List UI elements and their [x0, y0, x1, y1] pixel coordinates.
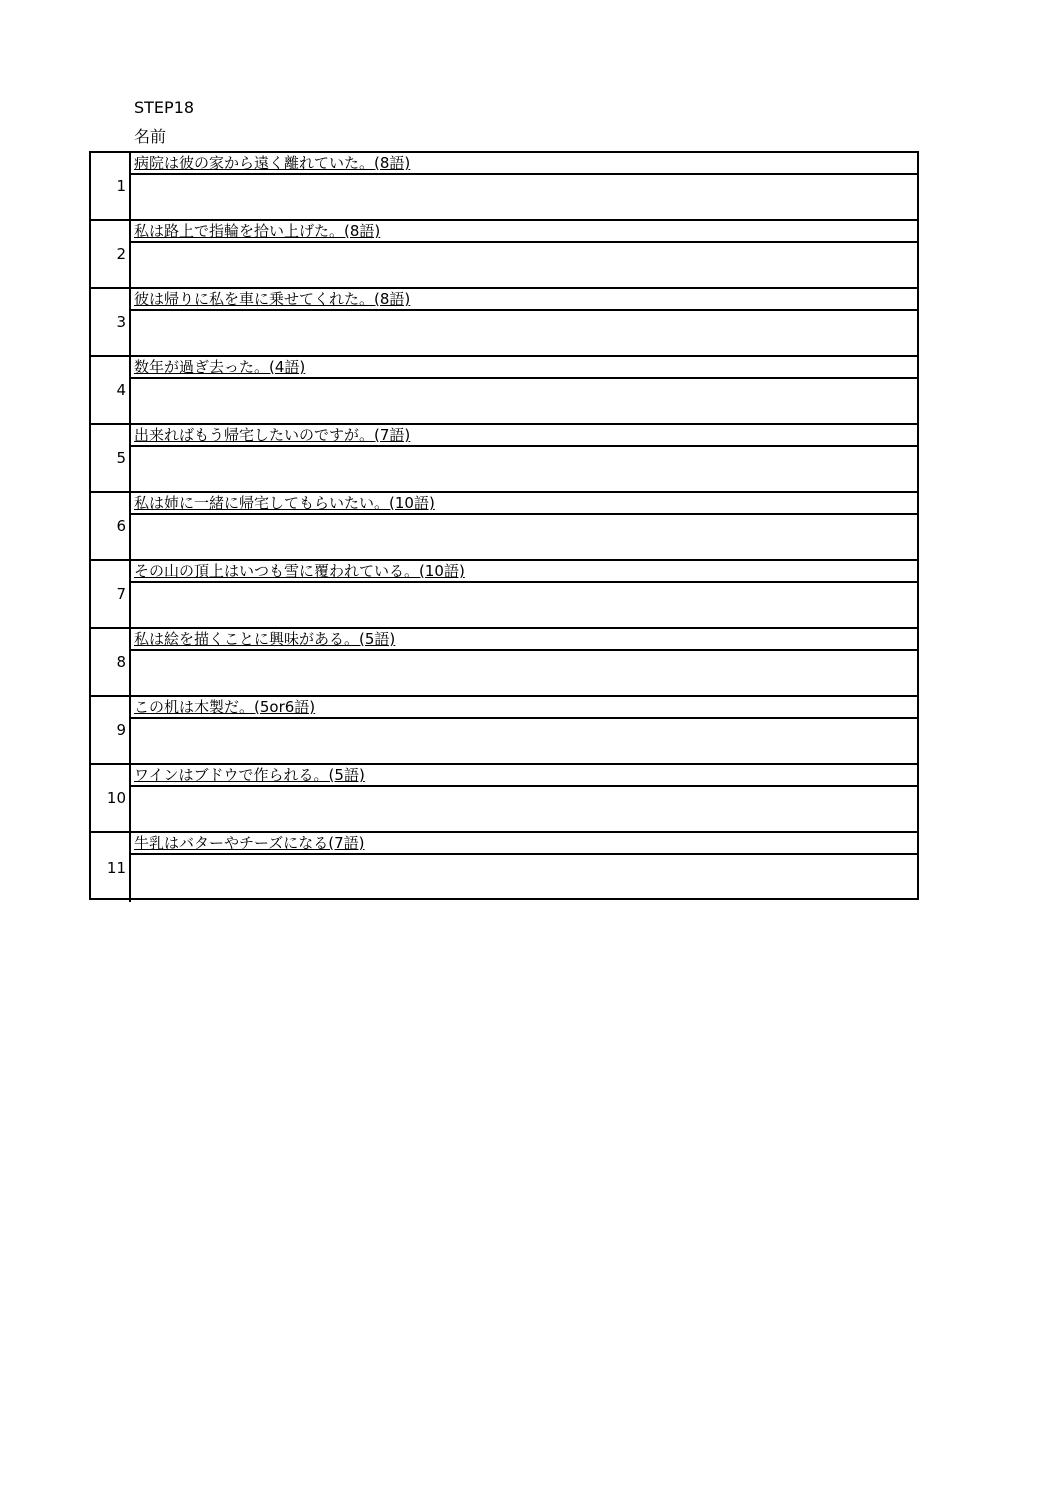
question-table	[89, 151, 919, 900]
question-number: 1	[91, 153, 131, 219]
question-prompt-cell	[131, 833, 917, 855]
question-prompt-cell	[131, 425, 917, 447]
question-number: 11	[91, 833, 131, 902]
worksheet-title: STEP18	[134, 98, 195, 117]
question-number: 6	[91, 493, 131, 559]
question-row	[91, 357, 917, 425]
answer-cell[interactable]	[131, 379, 917, 423]
question-prompt: ワインはブドウで作られる。(5語)	[134, 766, 365, 784]
question-number: 3	[91, 289, 131, 355]
answer-cell[interactable]	[131, 651, 917, 695]
answer-cell[interactable]	[131, 719, 917, 763]
answer-cell[interactable]	[131, 855, 917, 902]
question-prompt-cell	[131, 765, 917, 787]
question-row	[91, 833, 917, 902]
question-prompt: 彼は帰りに私を車に乗せてくれた。(8語)	[134, 290, 411, 308]
answer-cell[interactable]	[131, 175, 917, 219]
answer-cell[interactable]	[131, 243, 917, 287]
question-number: 4	[91, 357, 131, 423]
question-number: 5	[91, 425, 131, 491]
question-prompt: 牛乳はバターやチーズになる(7語)	[134, 834, 365, 852]
question-row	[91, 765, 917, 833]
answer-cell[interactable]	[131, 583, 917, 627]
question-number: 9	[91, 697, 131, 763]
question-prompt-cell	[131, 561, 917, 583]
question-prompt: 病院は彼の家から遠く離れていた。(8語)	[134, 154, 411, 172]
question-row	[91, 493, 917, 561]
question-prompt-cell	[131, 493, 917, 515]
question-prompt-cell	[131, 289, 917, 311]
question-prompt-cell	[131, 221, 917, 243]
question-prompt: 私は絵を描くことに興味がある。(5語)	[134, 630, 396, 648]
question-prompt: この机は木製だ。(5or6語)	[134, 698, 316, 716]
answer-cell[interactable]	[131, 447, 917, 491]
question-prompt: 数年が過ぎ去った。(4語)	[134, 358, 306, 376]
answer-cell[interactable]	[131, 515, 917, 559]
question-number: 2	[91, 221, 131, 287]
question-prompt: 私は姉に一緒に帰宅してもらいたい。(10語)	[134, 494, 435, 512]
question-row	[91, 425, 917, 493]
question-row	[91, 289, 917, 357]
question-row	[91, 561, 917, 629]
question-prompt-cell	[131, 697, 917, 719]
question-row	[91, 153, 917, 221]
question-row	[91, 221, 917, 289]
question-row	[91, 697, 917, 765]
answer-cell[interactable]	[131, 311, 917, 355]
name-label: 名前	[134, 127, 167, 146]
question-prompt-cell	[131, 629, 917, 651]
answer-cell[interactable]	[131, 787, 917, 831]
question-number: 7	[91, 561, 131, 627]
question-prompt: 私は路上で指輪を拾い上げた。(8語)	[134, 222, 381, 240]
question-prompt-cell	[131, 357, 917, 379]
question-row	[91, 629, 917, 697]
question-number: 8	[91, 629, 131, 695]
question-prompt: その山の頂上はいつも雪に覆われている。(10語)	[134, 562, 465, 580]
question-prompt: 出来ればもう帰宅したいのですが。(7語)	[134, 426, 411, 444]
question-prompt-cell	[131, 153, 917, 175]
question-number: 10	[91, 765, 131, 831]
